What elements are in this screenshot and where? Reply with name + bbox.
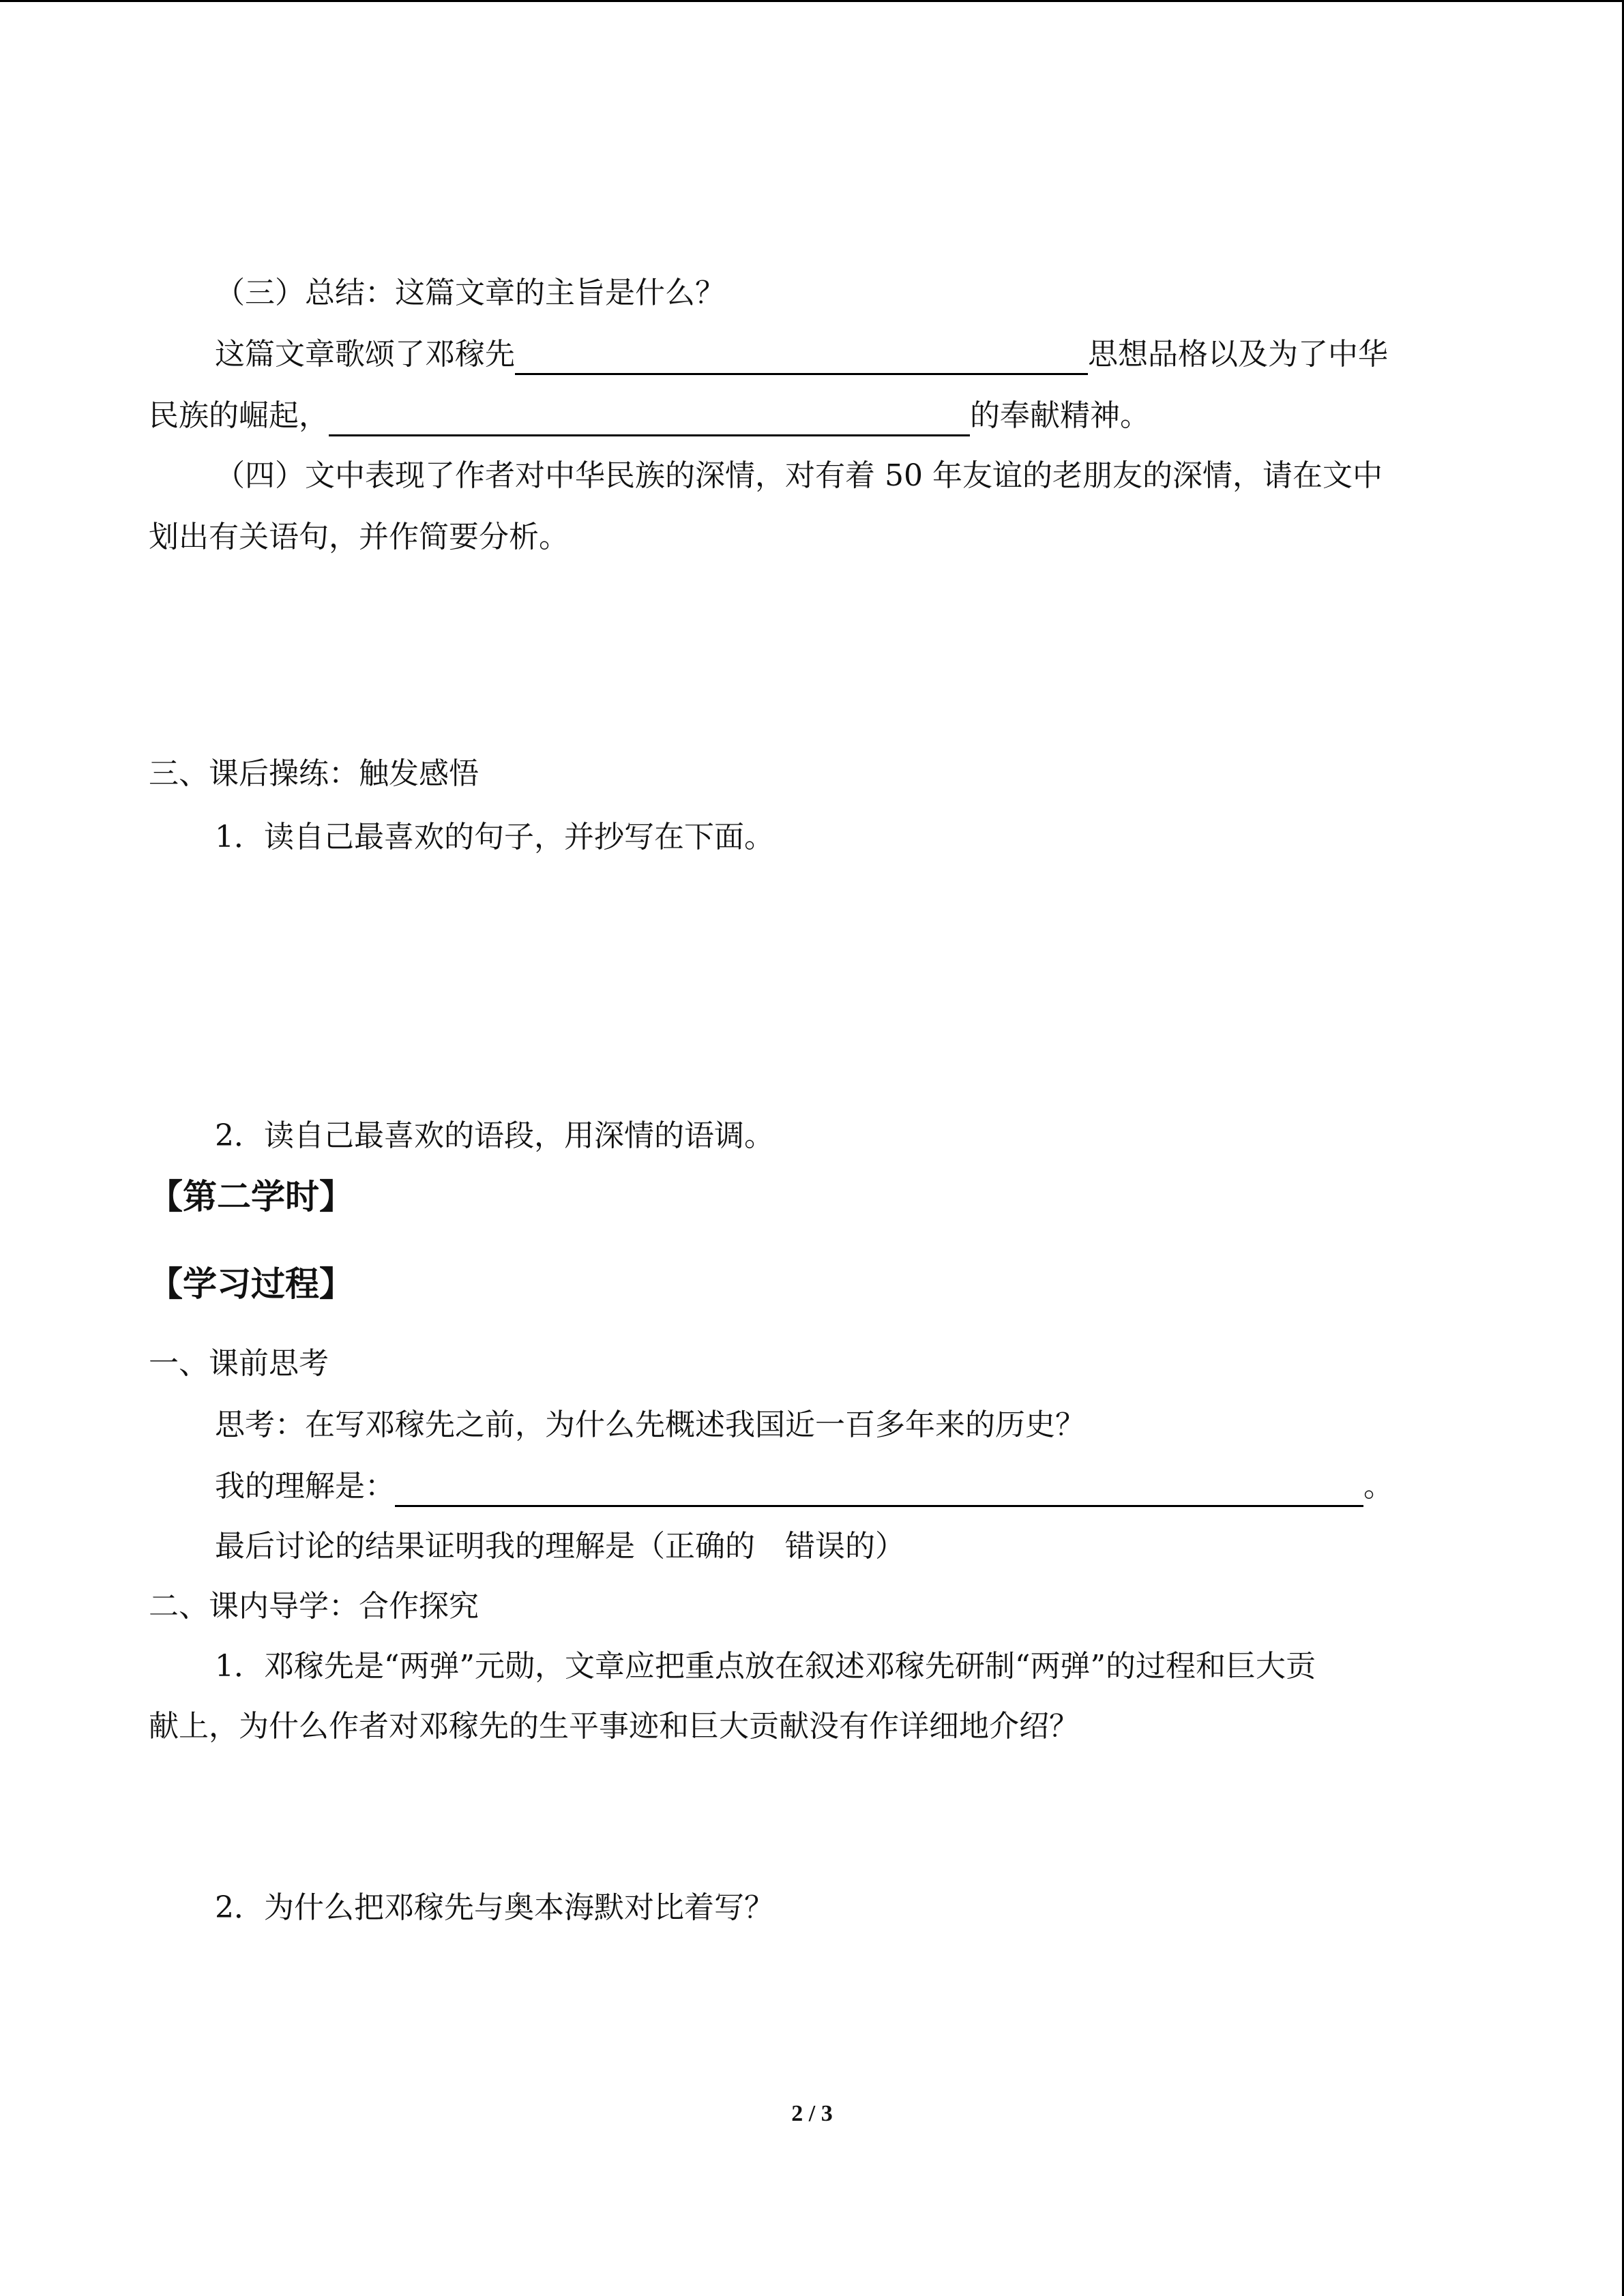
- summary-fill-2-suffix: 的奉献精神。: [970, 398, 1150, 433]
- summary-fill-line-1: [215, 334, 1388, 375]
- summary-fill-2-prefix: 民族的崛起，: [149, 398, 329, 433]
- my-understanding-blank[interactable]: [395, 1472, 1363, 1507]
- practice-title: 三、课后操练：触发感悟: [149, 756, 479, 791]
- learning-process-heading: 【学习过程】: [149, 1264, 353, 1304]
- page-number: 2 / 3: [791, 2101, 833, 2126]
- section-four-line-2: 划出有关语句，并作简要分析。: [149, 520, 569, 554]
- page-top-border: [0, 0, 1624, 2]
- in-class-question-1-line-1: 1．邓稼先是“两弹”元勋，文章应把重点放在叙述邓稼先研制“两弹”的过程和巨大贡: [215, 1649, 1316, 1684]
- summary-blank-1[interactable]: [515, 340, 1088, 375]
- discussion-result: 最后讨论的结果证明我的理解是（正确的 错误的）: [215, 1529, 905, 1564]
- summary-blank-2[interactable]: [329, 402, 970, 436]
- my-understanding-line: [215, 1466, 1393, 1507]
- in-class-question-1-line-2: 献上，为什么作者对邓稼先的生平事迹和巨大贡献没有作详细地介绍？: [149, 1709, 1079, 1744]
- my-understanding-label: 我的理解是：: [215, 1469, 395, 1504]
- lesson-two-heading: 【第二学时】: [149, 1176, 353, 1217]
- practice-item-2: 2．读自己最喜欢的语段，用深情的语调。: [215, 1118, 774, 1153]
- in-class-question-2: 2．为什么把邓稼先与奥本海默对比着写？: [215, 1890, 774, 1925]
- pre-class-title: 一、课前思考: [149, 1346, 329, 1381]
- pre-class-think: 思考：在写邓稼先之前，为什么先概述我国近一百多年来的历史？: [215, 1407, 1085, 1442]
- in-class-title: 二、课内导学：合作探究: [149, 1589, 479, 1624]
- section-four-line-1: （四）文中表现了作者对中华民族的深情，对有着 50 年友谊的老朋友的深情，请在文中: [215, 458, 1383, 493]
- my-understanding-period: 。: [1363, 1469, 1393, 1504]
- summary-fill-1-suffix: 思想品格以及为了中华: [1088, 337, 1388, 372]
- summary-fill-1-prefix: 这篇文章歌颂了邓稼先: [215, 337, 515, 372]
- summary-question: （三）总结：这篇文章的主旨是什么？: [215, 275, 725, 310]
- practice-item-1: 1．读自己最喜欢的句子，并抄写在下面。: [215, 820, 774, 854]
- summary-fill-line-2: [149, 396, 1150, 436]
